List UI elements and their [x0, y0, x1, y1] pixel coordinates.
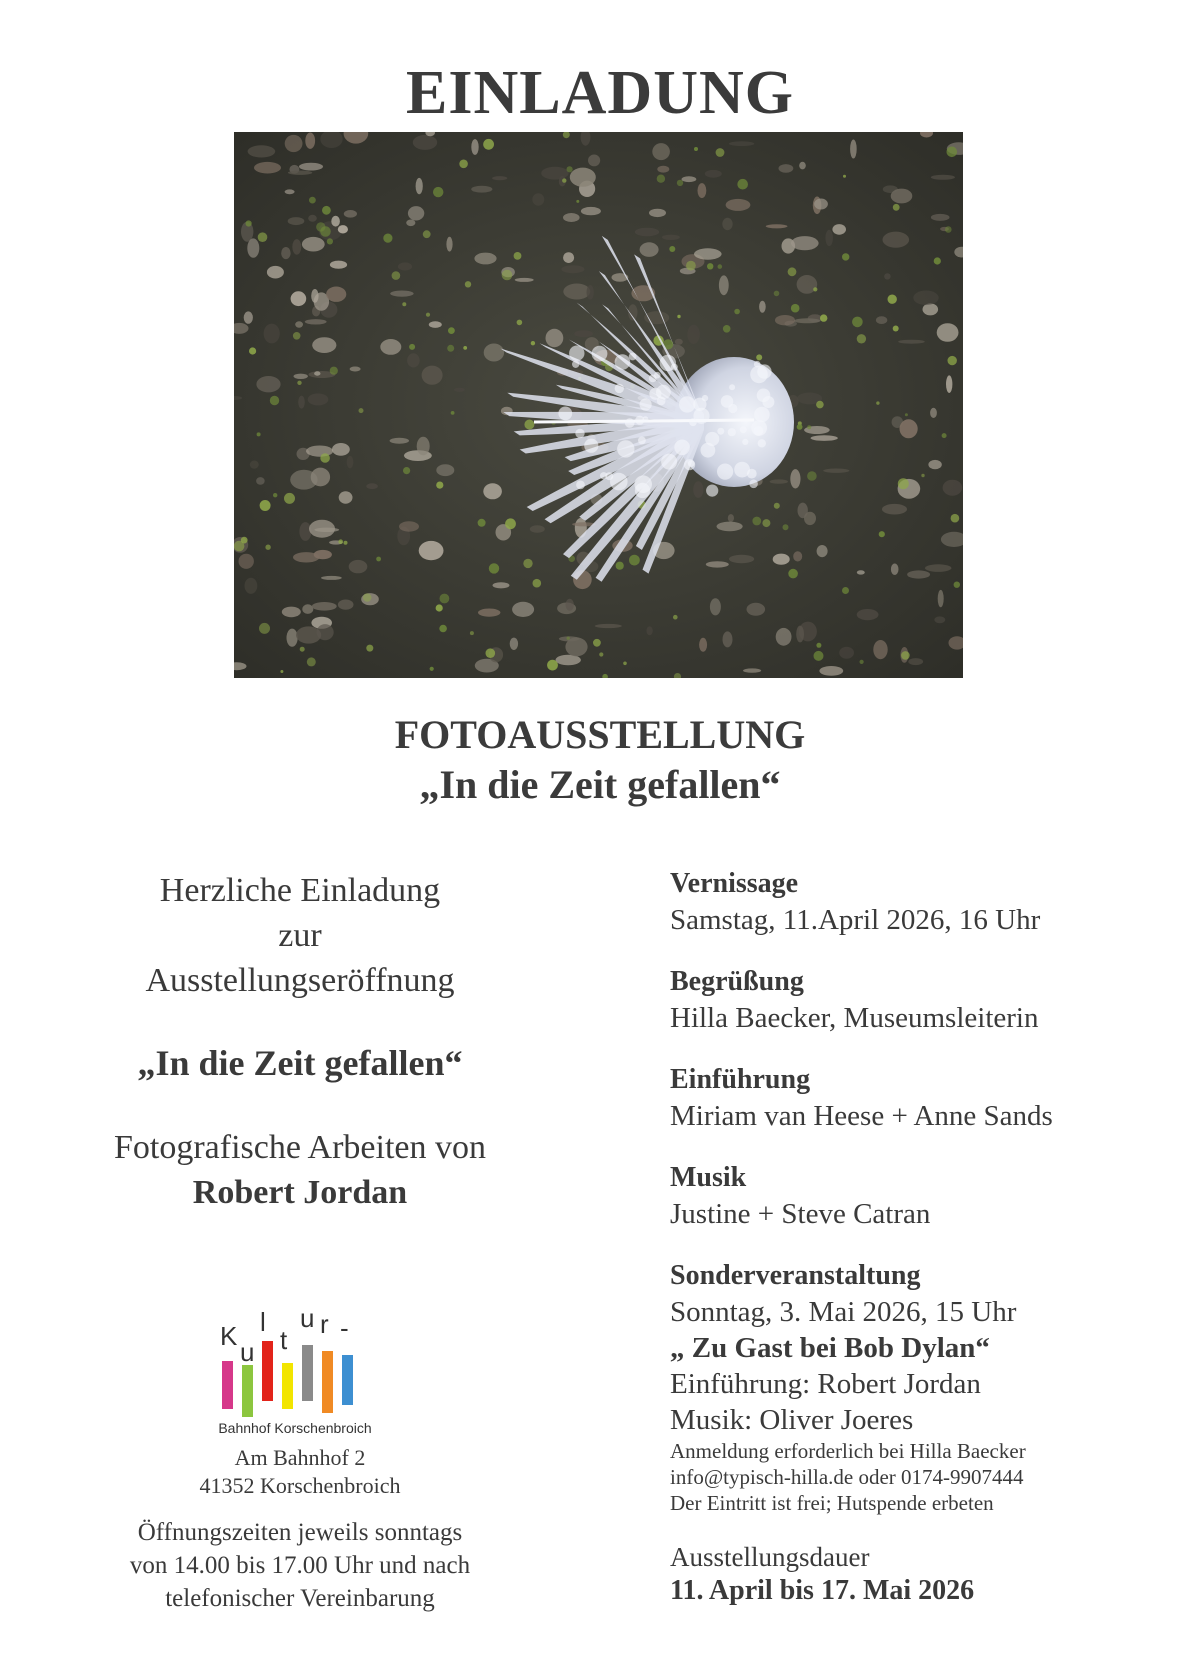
- frosted-feather-image: [234, 132, 963, 678]
- logo-letter: t: [280, 1325, 288, 1355]
- address-city: 41352 Korschenbroich: [199, 1473, 401, 1498]
- logo-letter: -: [340, 1313, 349, 1343]
- music-value: Justine + Steve Catran: [670, 1198, 931, 1230]
- exhibition-photo: [234, 132, 963, 678]
- logo-bar: [242, 1365, 253, 1417]
- logo-bar: [342, 1355, 353, 1405]
- hours-line: telefonischer Vereinbarung: [165, 1585, 435, 1612]
- invite-line: zur: [278, 917, 322, 954]
- intro-label: Einführung: [670, 1064, 811, 1095]
- exhibition-kind: FOTOAUSSTELLUNG: [394, 712, 806, 757]
- logo-bar: [262, 1341, 273, 1401]
- special-intro: Einführung: Robert Jordan: [670, 1368, 981, 1400]
- hours-line: Öffnungszeiten jeweils sonntags: [137, 1519, 463, 1546]
- special-label: Sonderveranstaltung: [670, 1260, 921, 1291]
- vernissage-block: [670, 866, 1170, 938]
- work-title: „In die Zeit gefallen“: [137, 1043, 463, 1083]
- duration-range: 11. April bis 17. Mai 2026: [670, 1575, 975, 1606]
- exhibition-name: „In die Zeit gefallen“: [419, 762, 781, 807]
- exhibition-duration: [670, 1540, 1170, 1608]
- invitation-text: [80, 868, 520, 1215]
- special-date: Sonntag, 3. Mai 2026, 15 Uhr: [670, 1296, 1017, 1328]
- artist-name: Robert Jordan: [192, 1174, 408, 1211]
- hours-line: von 14.00 bis 17.00 Uhr und nach: [129, 1552, 471, 1579]
- music-block: [670, 1160, 1170, 1232]
- greeting-value: Hilla Baecker, Museumsleiterin: [670, 1002, 1039, 1034]
- special-registration: Anmeldung erforderlich bei Hilla Baecker: [670, 1439, 1026, 1463]
- logo-letter: u: [300, 1305, 315, 1333]
- logo-bar: [222, 1361, 233, 1409]
- logo-letter: l: [260, 1307, 266, 1337]
- logo-bar: [282, 1363, 293, 1409]
- music-label: Musik: [670, 1162, 747, 1193]
- exhibition-heading: [0, 710, 1200, 810]
- vernissage-value: Samstag, 11.April 2026, 16 Uhr: [670, 904, 1041, 936]
- page-title: EINLADUNG: [406, 59, 794, 127]
- special-music: Musik: Oliver Joeres: [670, 1404, 914, 1436]
- logo-letter: u: [240, 1337, 255, 1367]
- address-street: Am Bahnhof 2: [234, 1445, 366, 1470]
- duration-label: Ausstellungsdauer: [670, 1542, 870, 1572]
- logo-bar: [302, 1345, 313, 1401]
- special-contact: info@typisch-hilla.de oder 0174-9907444: [670, 1465, 1024, 1489]
- logo-letter: K: [220, 1321, 238, 1351]
- vernissage-label: Vernissage: [670, 868, 799, 899]
- opening-hours: [80, 1516, 520, 1615]
- intro-block: [670, 1062, 1170, 1134]
- address: [120, 1444, 480, 1500]
- invite-line: Ausstellungseröffnung: [145, 962, 455, 999]
- greeting-label: Begrüßung: [670, 966, 804, 997]
- logo-bar: [322, 1351, 333, 1413]
- program: [670, 866, 1170, 1542]
- works-by: Fotografische Arbeiten von: [113, 1129, 487, 1166]
- special-title: „ Zu Gast bei Bob Dylan“: [670, 1332, 990, 1364]
- logo-name: Bahnhof Korschenbroich: [218, 1420, 372, 1436]
- kultur-logo: [218, 1305, 378, 1435]
- greeting-block: [670, 964, 1170, 1036]
- logo-letter: r: [320, 1309, 329, 1339]
- special-event-block: [670, 1258, 1170, 1516]
- intro-value: Miriam van Heese + Anne Sands: [670, 1100, 1053, 1132]
- special-entry: Der Eintritt ist frei; Hutspende erbeten: [670, 1491, 994, 1515]
- invite-line: Herzliche Einladung: [159, 872, 441, 909]
